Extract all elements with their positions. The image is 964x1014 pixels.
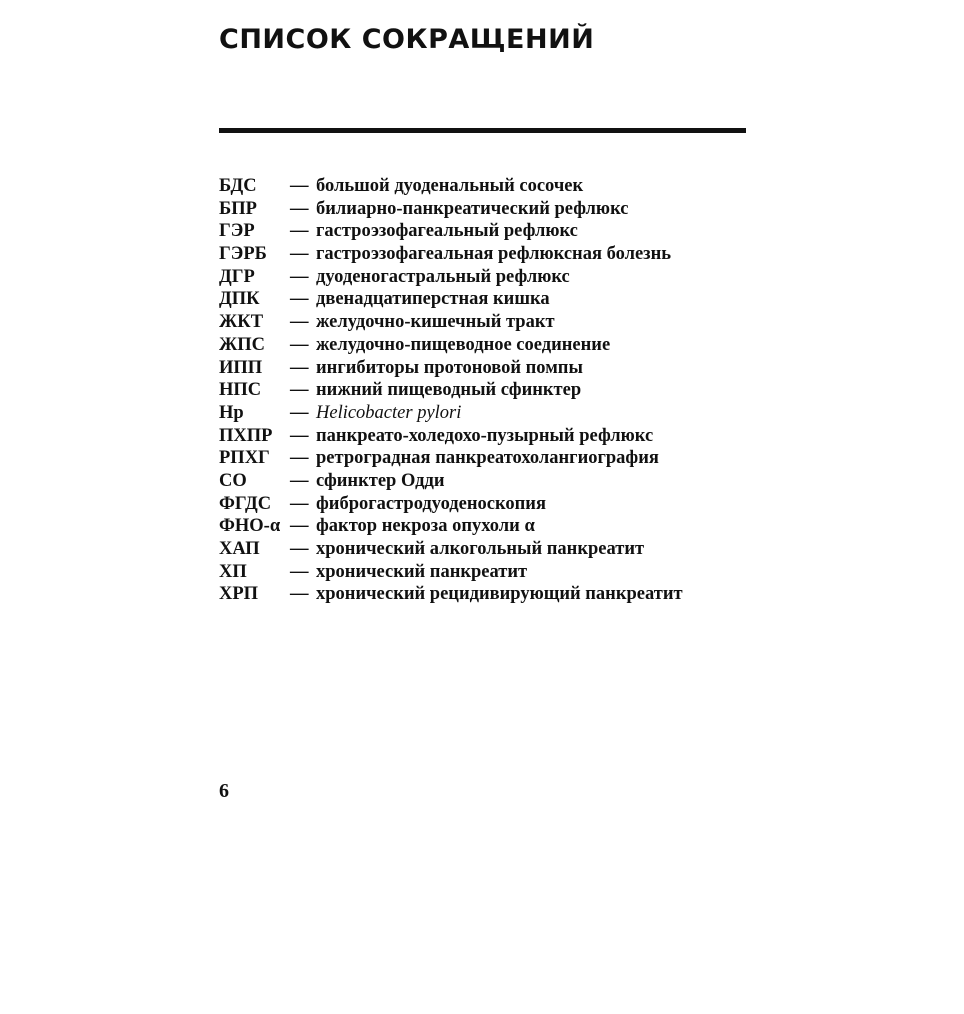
abbreviation-term: НПС <box>219 380 262 401</box>
abbreviation-dash: — <box>290 176 309 196</box>
abbreviation-term: ФГДС <box>219 493 272 514</box>
abbreviation-dash: — <box>290 357 309 378</box>
abbreviation-term: ГЭРБ <box>219 244 267 265</box>
abbreviation-definition: большой дуоденальный сосочек <box>316 176 584 196</box>
abbreviation-definition: билиарно-панкреатический рефлюкс <box>316 198 629 219</box>
abbreviation-dash: — <box>290 425 309 446</box>
abbreviation-term: ФНО-α <box>219 516 281 537</box>
abbreviation-term: ГЭР <box>219 221 255 242</box>
abbreviation-definition: желудочно-кишечный тракт <box>316 312 555 333</box>
abbreviation-dash: — <box>290 516 309 537</box>
abbreviation-dash: — <box>290 470 309 491</box>
abbreviation-term: ХП <box>219 561 247 582</box>
abbreviation-dash: — <box>290 266 309 287</box>
abbreviation-dash: — <box>290 561 309 582</box>
abbreviation-definition: хронический рецидивирующий панкреатит <box>316 584 683 605</box>
abbreviation-term: ИПП <box>219 357 263 378</box>
abbreviation-dash: — <box>290 493 309 514</box>
abbreviation-dash: — <box>290 448 309 469</box>
abbreviation-term: ПХПР <box>219 425 273 446</box>
abbreviation-dash: — <box>290 380 309 401</box>
abbreviation-definition: гастроэзофагеальная рефлюксная болезнь <box>316 244 672 265</box>
abbreviation-dash: — <box>290 244 309 265</box>
page-number: 6 <box>219 780 229 802</box>
abbreviation-dash: — <box>290 584 309 605</box>
abbreviation-dash: — <box>290 402 309 423</box>
abbreviation-dash: — <box>290 539 309 559</box>
abbreviation-term: ДГР <box>219 266 255 287</box>
abbreviation-definition: гастроэзофагеальный рефлюкс <box>316 221 578 242</box>
abbreviation-term: БПР <box>219 198 257 219</box>
abbreviation-dash: — <box>290 221 309 242</box>
abbreviation-dash: — <box>290 334 309 355</box>
abbreviation-term: БДС <box>219 176 257 196</box>
abbreviation-definition: панкреато-холедохо-пузырный рефлюкс <box>316 425 654 446</box>
abbreviation-definition: хронический панкреатит <box>316 561 528 582</box>
abbreviation-dash: — <box>290 198 309 219</box>
abbreviation-term: ХРП <box>219 584 259 605</box>
abbreviation-definition: желудочно-пищеводное соединение <box>316 334 611 355</box>
page-title: СПИСОК СОКРАЩЕНИЙ <box>219 24 595 55</box>
abbreviation-definition: нижний пищеводный сфинктер <box>316 380 582 401</box>
abbreviation-definition: сфинктер Одди <box>316 470 445 491</box>
abbreviation-dash: — <box>290 289 309 310</box>
abbreviation-definition: ретроградная панкреатохолангиография <box>316 448 659 469</box>
abbreviation-definition: фиброгастродуоденоскопия <box>316 493 546 514</box>
abbreviation-definition: Helicobacter pylori <box>316 402 462 423</box>
abbreviation-definition: дуоденогастральный рефлюкс <box>316 266 570 287</box>
abbreviation-term: Hp <box>219 402 244 423</box>
abbreviation-definition: фактор некроза опухоли α <box>316 516 535 537</box>
abbreviation-dash: — <box>290 312 309 333</box>
abbreviation-term: ХАП <box>219 539 260 559</box>
abbreviation-definition: ингибиторы протоновой помпы <box>316 357 583 378</box>
abbreviation-term: ЖПС <box>219 334 266 355</box>
abbreviation-term: РПХГ <box>219 448 270 469</box>
abbreviation-definition: двенадцатиперстная кишка <box>316 289 550 310</box>
abbreviation-term: ЖКТ <box>219 312 264 333</box>
abbreviation-definition: хронический алкогольный панкреатит <box>316 539 645 559</box>
abbreviation-term: СО <box>219 470 247 491</box>
abbreviation-term: ДПК <box>219 289 260 310</box>
heading-rule <box>219 128 746 133</box>
